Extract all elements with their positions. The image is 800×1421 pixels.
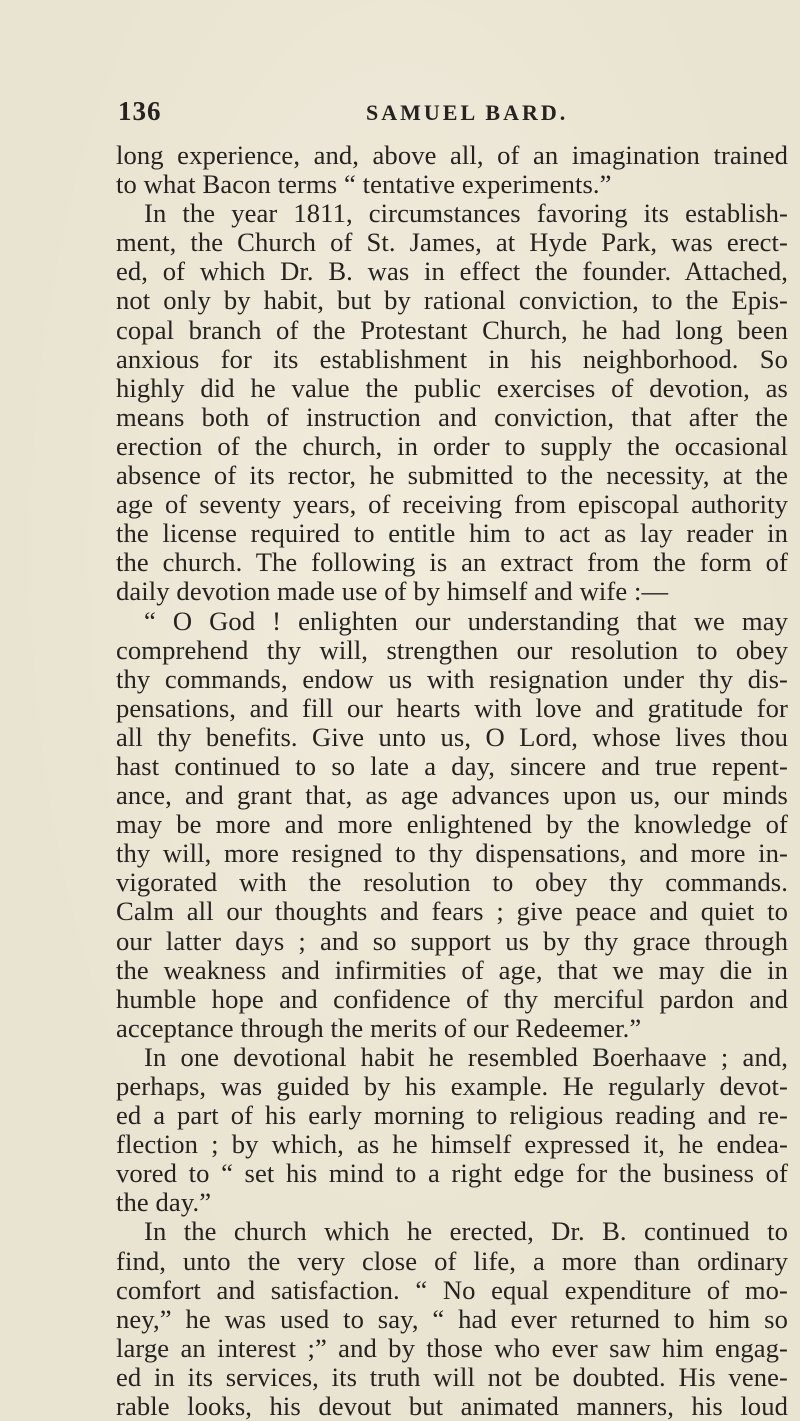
text-line: ney,” he was used to say, “ had ever returned to him so — [116, 1304, 788, 1334]
text-line: age of seventy years, of receiving from episcopal authority — [116, 490, 788, 520]
text-line: highly did he value the public exercises of devotion, as — [116, 373, 788, 403]
text-line: to what Bacon terms “ tentative experiments.” — [116, 170, 612, 200]
text-line: long experience, and, above all, of an imagination trained — [116, 141, 788, 170]
text-line: vored to “ set his mind to a right edge for the business of — [116, 1159, 788, 1189]
text-line: “ O God ! enlighten our understanding that we may — [144, 606, 788, 636]
text-line: large an interest ;” and by those who ever saw him engag- — [116, 1333, 788, 1363]
text-line: may be more and more enlightened by the knowledge of — [116, 810, 788, 840]
text-line: In the church which he erected, Dr. B. continued to — [144, 1217, 788, 1247]
text-line: the church. The following is an extract from the form of — [116, 548, 788, 578]
running-head — [118, 96, 778, 130]
page-number: 136 — [118, 96, 162, 126]
text-line: hast continued to so late a day, sincere and true repent- — [116, 751, 788, 781]
text-line: thy commands, endow us with resignation under thy dis- — [116, 664, 788, 694]
text-line: acceptance through the merits of our Redeemer.” — [116, 1013, 642, 1043]
text-line: comfort and satisfaction. “ No equal expenditure of mo- — [116, 1275, 788, 1305]
text-line: means both of instruction and conviction, that after the — [116, 402, 788, 432]
text-line: ed a part of his early morning to religious reading and re- — [116, 1101, 788, 1131]
text-line: thy will, more resigned to thy dispensations, and more in- — [116, 839, 788, 869]
text-line: In one devotional habit he resembled Boerhaave ; and, — [144, 1042, 788, 1072]
text-line: absence of its rector, he submitted to the necessity, at the — [116, 461, 788, 491]
text-line: ment, the Church of St. James, at Hyde Park, was erect- — [116, 228, 788, 258]
text-line: copal branch of the Protestant Church, he had long been — [116, 315, 788, 345]
text-line: Calm all our thoughts and fears ; give peace and quiet to — [116, 897, 788, 927]
text-line: ed, of which Dr. B. was in effect the founder. Attached, — [116, 257, 788, 287]
text-line: flection ; by which, as he himself expressed it, he endea- — [116, 1130, 788, 1160]
text-line: ance, and grant that, as age advances upon us, our minds — [116, 781, 788, 811]
text-line: all thy benefits. Give unto us, O Lord, whose lives thou — [116, 722, 788, 752]
text-line: vigorated with the resolution to obey thy commands. — [116, 868, 788, 898]
text-line: pensations, and fill our hearts with love and gratitude for — [116, 693, 788, 723]
text-line: the day.” — [116, 1188, 212, 1218]
text-line: ed in its services, its truth will not be doubted. His vene- — [116, 1362, 788, 1392]
text-line: anxious for its establishment in his neighborhood. So — [116, 344, 788, 374]
text-line: the weakness and infirmities of age, that we may die in — [116, 955, 788, 985]
text-line: our latter days ; and so support us by thy grace through — [116, 926, 788, 956]
text-line: perhaps, was guided by his example. He regularly devot- — [116, 1072, 788, 1101]
text-line: rable looks, his devout but animated manners, his loud — [116, 1392, 788, 1421]
body-text — [116, 141, 788, 1421]
text-line: comprehend thy will, strengthen our resolution to obey — [116, 635, 788, 665]
text-line: In the year 1811, circumstances favoring its establish- — [144, 199, 788, 229]
text-line: erection of the church, in order to supply the occasional — [116, 431, 788, 461]
text-line: find, unto the very close of life, a more than ordinary — [116, 1246, 788, 1276]
text-line: not only by habit, but by rational conviction, to the Epis- — [116, 286, 788, 316]
running-head-title: SAMUEL BARD. — [366, 100, 569, 125]
text-line: the license required to entitle him to act as lay reader in — [116, 519, 788, 549]
text-line: daily devotion made use of by himself and wife :— — [116, 577, 669, 607]
text-line: humble hope and confidence of thy merciful pardon and — [116, 984, 788, 1014]
